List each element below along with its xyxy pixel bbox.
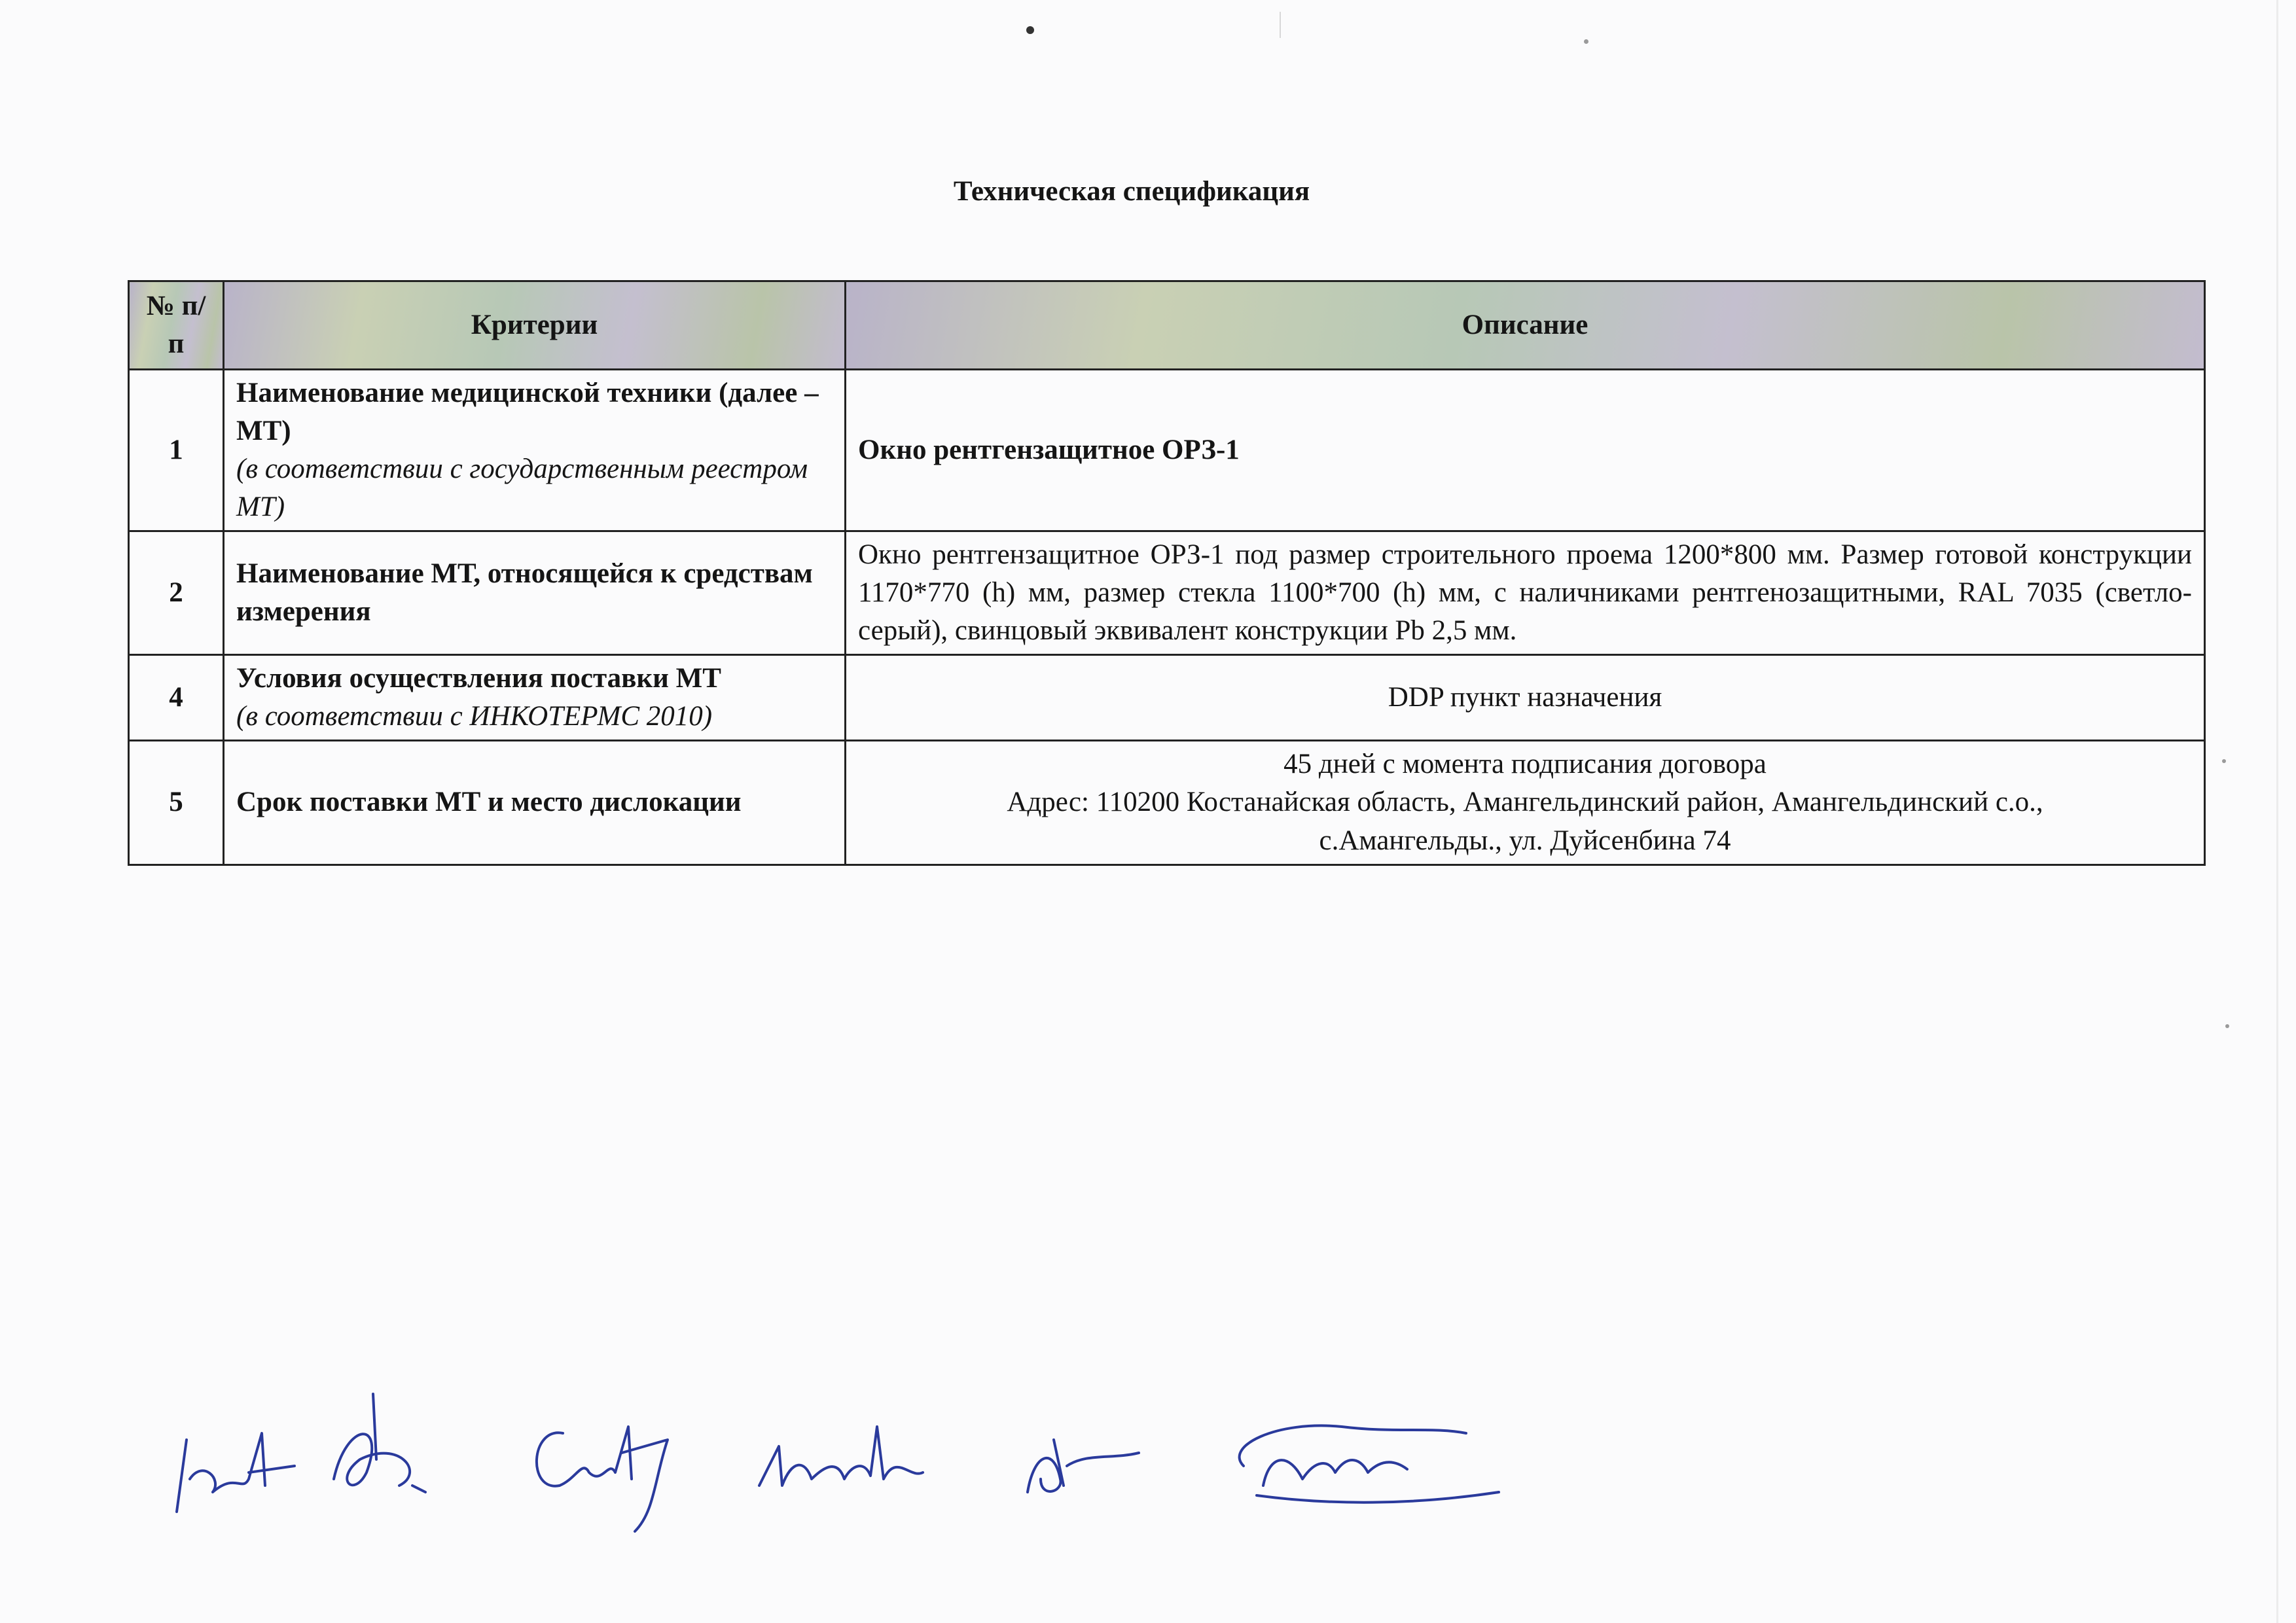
signature-5	[1028, 1440, 1139, 1492]
description-cell	[846, 741, 2205, 865]
criteria-cell	[224, 370, 846, 531]
table-row	[129, 370, 2205, 531]
document-title: Техническая спецификация	[953, 176, 1310, 207]
header-number: № п/п	[129, 281, 224, 370]
address-line: Адрес: 110200 Костанайская область, Амангельдинский район, Амангельдинский с.о.,	[1007, 787, 2043, 818]
table-row	[129, 741, 2205, 865]
signature-2	[334, 1394, 425, 1492]
row-number: 1	[129, 370, 224, 531]
signature-4	[759, 1427, 923, 1486]
signatures	[151, 1381, 1558, 1538]
row-number: 4	[129, 655, 224, 741]
criteria-cell	[224, 531, 846, 655]
criteria-main-text: Наименование МТ, относящейся к средствам измерения	[236, 558, 813, 628]
address-line: с.Амангельды., ул. Дуйсенбина 74	[1319, 825, 1731, 856]
criteria-main-text: Наименование медицинской техники (далее – МТ)	[236, 378, 819, 447]
delivery-term-text: 45 дней с момента подписания договора	[1283, 749, 1767, 780]
signature-3	[537, 1427, 668, 1531]
table-row	[129, 655, 2205, 741]
specification-table	[128, 280, 2206, 866]
row-number: 5	[129, 741, 224, 865]
scan-artifact-line	[1280, 12, 1281, 38]
description-cell: DDP пункт назначения	[846, 655, 2205, 741]
description-cell: Окно рентгензащитное ОРЗ-1 под размер строительного проема 1200*800 мм. Размер готовой конструкции 1170*770 (h) мм, размер стекла 1100*700 (h) мм, с наличниками рентгенозащитными, RAL 7035 (светло-серый), свинцовый эквивалент конструкции Pb 2,5 мм.	[846, 531, 2205, 655]
scan-edge	[2276, 0, 2278, 1623]
criteria-cell	[224, 655, 846, 741]
header-description: Описание	[846, 281, 2205, 370]
header-criteria: Критерии	[224, 281, 846, 370]
row-number: 2	[129, 531, 224, 655]
criteria-note-text: (в соответствии с ИНКОТЕРМС 2010)	[236, 701, 713, 732]
scan-speck	[1026, 26, 1034, 34]
signature-6	[1240, 1425, 1499, 1502]
scan-speck	[1584, 39, 1588, 44]
criteria-main-text: Условия осуществления поставки МТ	[236, 663, 721, 694]
signature-1	[177, 1433, 295, 1512]
criteria-main-text: Срок поставки МТ и место дислокации	[236, 787, 742, 818]
table-row	[129, 531, 2205, 655]
scan-speck	[2222, 759, 2226, 763]
scan-speck	[2225, 1024, 2229, 1028]
criteria-cell	[224, 741, 846, 865]
description-cell: Окно рентгензащитное ОРЗ-1	[846, 370, 2205, 531]
criteria-note-text: (в соответствии с государственным реестром МТ)	[236, 454, 808, 523]
table-header-row	[129, 281, 2205, 370]
